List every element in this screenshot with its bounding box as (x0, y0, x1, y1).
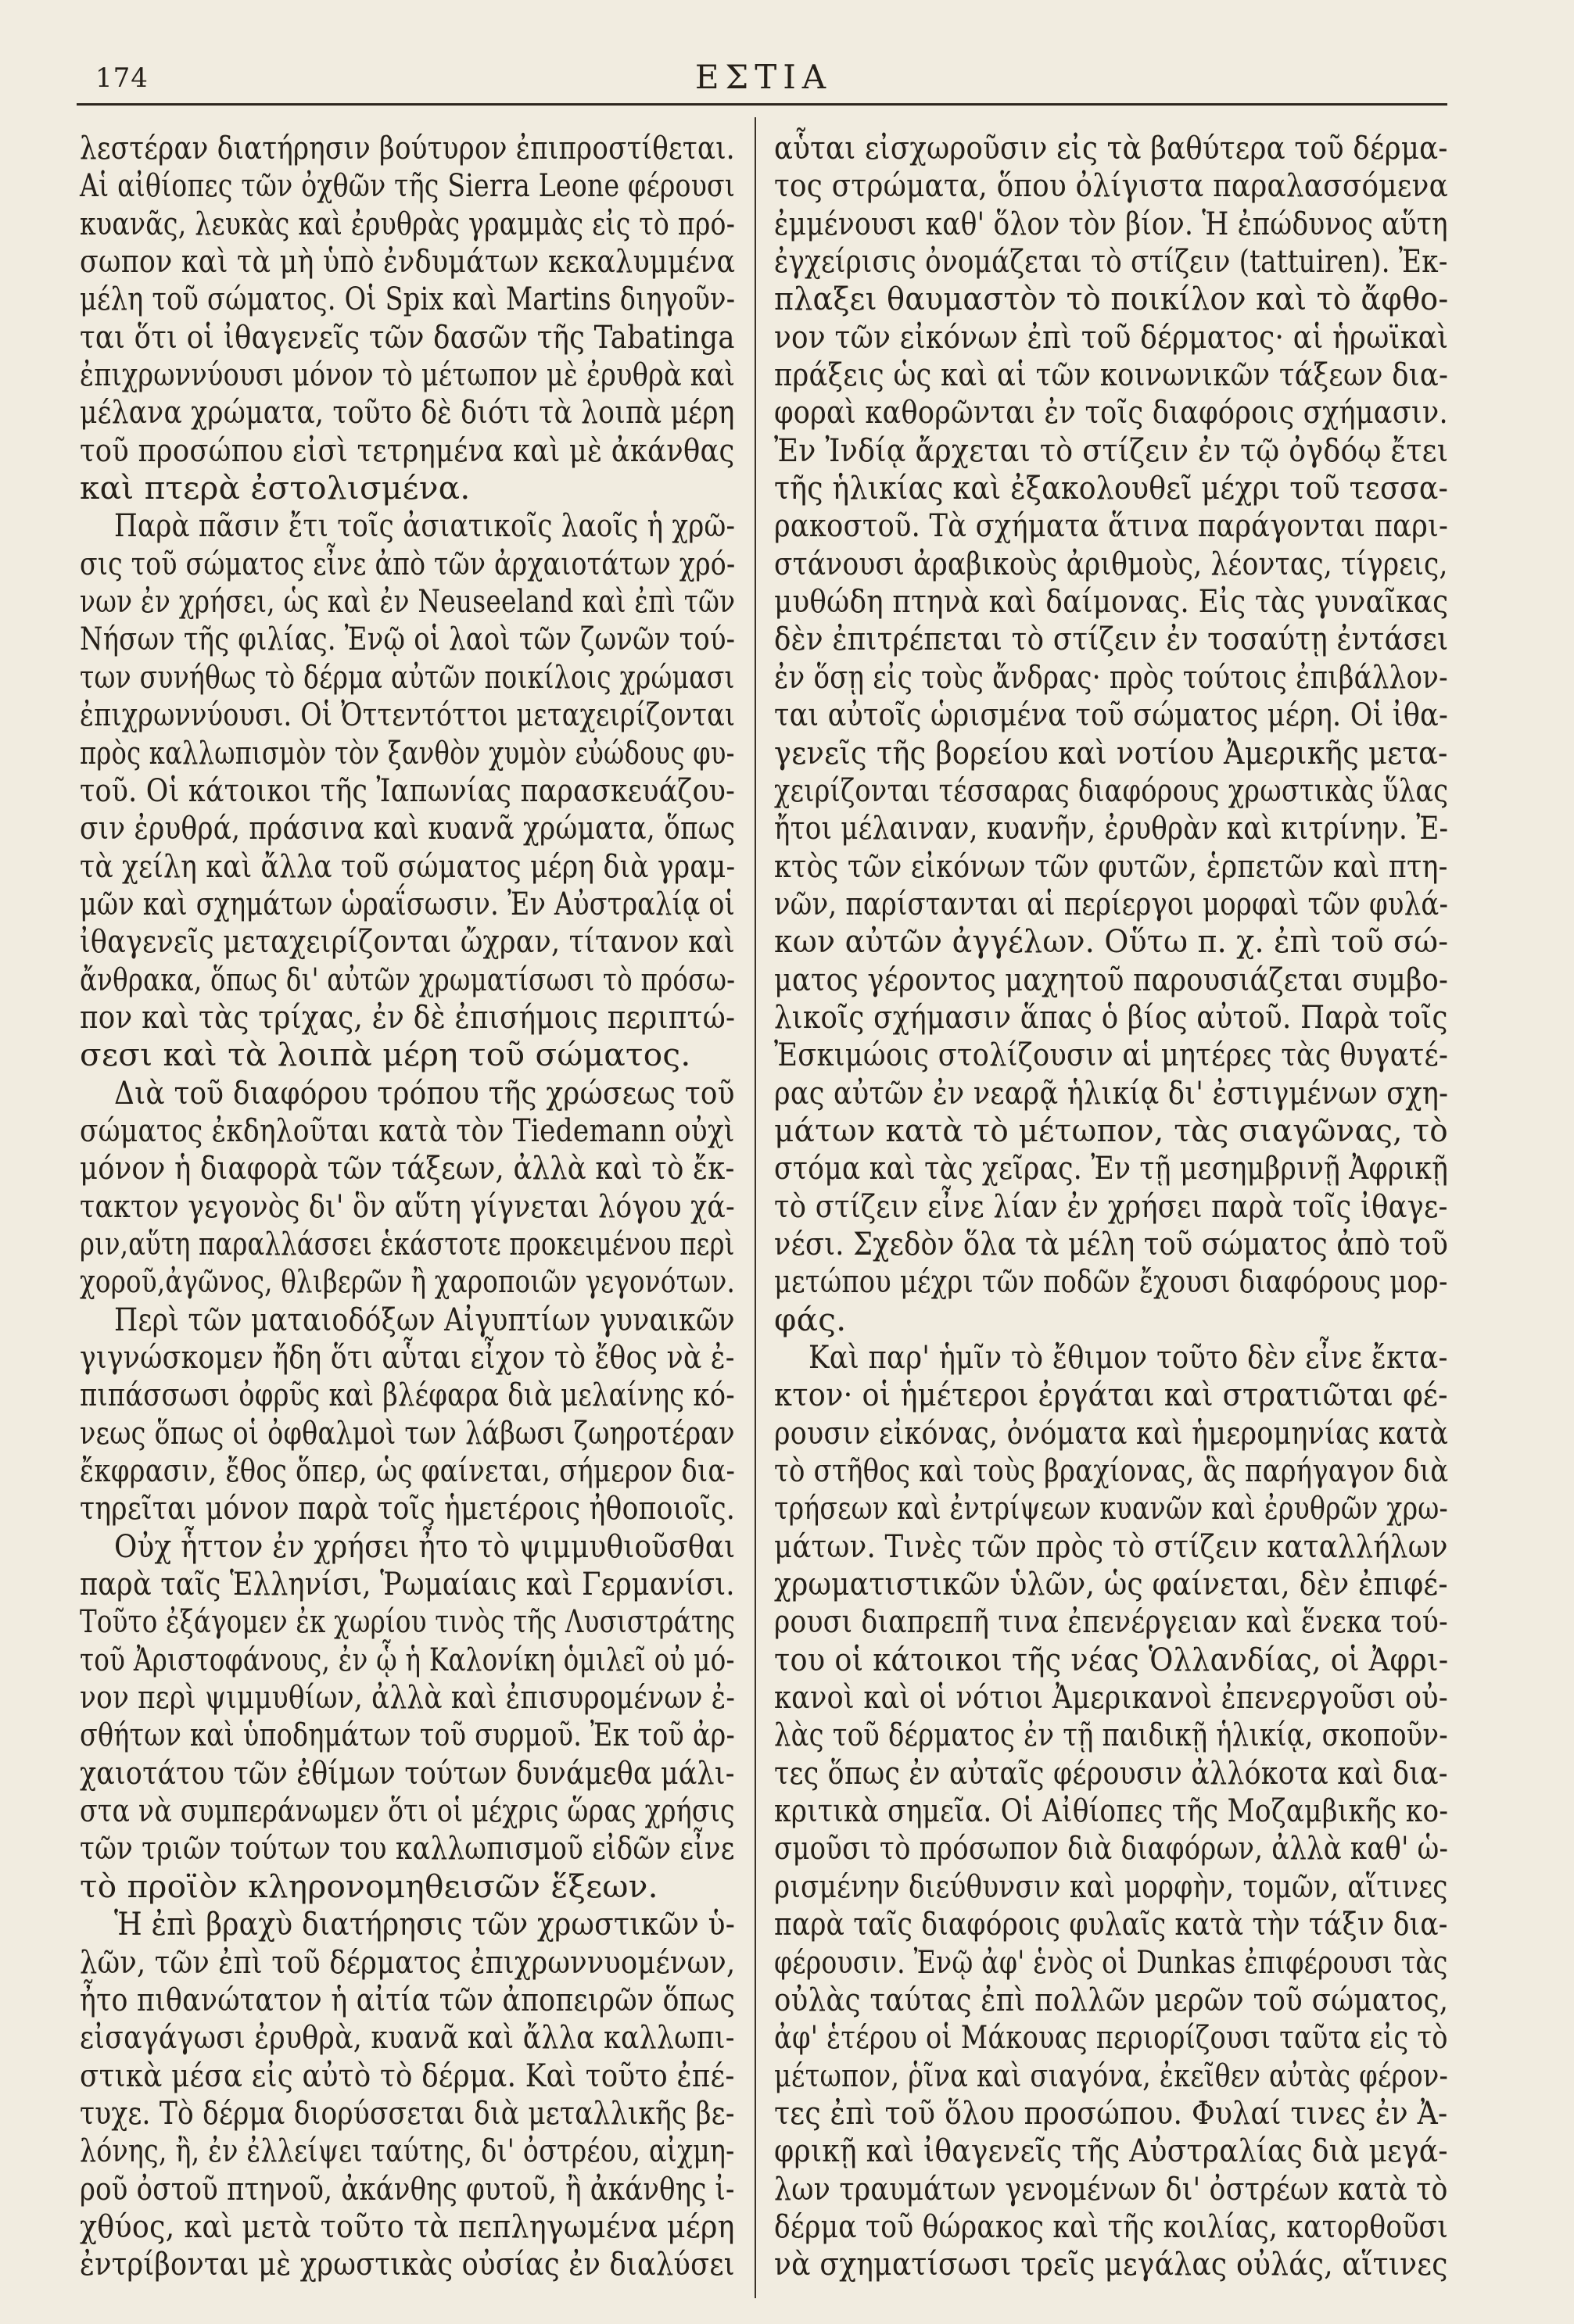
text-line: νὰ σχηματίσωσι τρεῖς μεγάλας οὐλάς, αἵτινες (774, 2245, 1448, 2283)
text-line: μόνον ἡ διαφορὰ τῶν τάξεων, ἀλλὰ καὶ τὸ ἔκ- (80, 1149, 735, 1187)
text-line: ἀφ' ἑτέρου οἱ Μάκουας περιορίζουσι ταῦτα εἰς τὸ (774, 2018, 1448, 2057)
text-line: Οὐχ ἧττον ἐν χρήσει ἦτο τὸ ψιμμυθιοῦσθαι (114, 1527, 736, 1565)
text-line: σθήτων καὶ ὑποδημάτων τοῦ συρμοῦ. Ἐκ τοῦ ἀρ- (80, 1716, 736, 1754)
page-header (78, 47, 1449, 109)
text-line: ἐντρίβονται μὲ χρωστικὰς οὐσίας ἐν διαλύσει (80, 2245, 735, 2283)
text-line: ρουσιν εἰκόνας, ὀνόματα καὶ ἡμερομηνίας κατὰ (774, 1413, 1449, 1452)
text-line: δὲν ἐπιτρέπεται τὸ στίζειν ἐν τοσαύτῃ ἐντάσει (774, 620, 1449, 658)
header-rule (77, 103, 1447, 106)
text-line: νων ἐν χρήσει, ὡς καὶ ἐν Neuseeland καὶ ἐπὶ τῶν (80, 582, 736, 621)
text-line: κυανᾶς, λευκὰς καὶ ἐρυθρὰς γραμμὰς εἰς τὸ πρό- (80, 204, 736, 242)
text-line: χαιοτάτου τῶν ἐθίμων τούτων δυνάμεθα μάλι- (80, 1753, 735, 1792)
text-line: οὐλὰς ταύτας ἐπὶ πολλῶν μερῶν τοῦ σώματος, (774, 1980, 1449, 2018)
text-line: του οἱ κάτοικοι τῆς νέας Ὁλλανδίας, οἱ Ἀφρι- (774, 1640, 1449, 1678)
text-line: σώματος ἐκδηλοῦται κατὰ τὸν Tiedemann οὐχὶ (80, 1111, 735, 1149)
text-line: στάνουσι ἀραβικοὺς ἀριθμοὺς, λέοντας, τίγρεις, (774, 544, 1448, 582)
text-line: μυθώδη πτηνὰ καὶ δαίμονας. Εἰς τὰς γυναῖκας (774, 582, 1449, 621)
text-line: λικοῖς σχήμασιν ἅπας ὁ βίος αὐτοῦ. Παρὰ τοῖς (774, 997, 1448, 1036)
text-line: ἐγχείρισις ὀνομάζεται τὸ στίζειν (tattuiren). Ἐκ- (774, 242, 1448, 281)
text-line: τηρεῖται μόνον παρὰ τοῖς ἡμετέροις ἠθοποιοῖς. (80, 1489, 736, 1527)
text-line: ριν,αὕτη παραλλάσσει ἑκάστοτε προκειμένου περὶ (80, 1224, 735, 1262)
text-line: στικὰ μέσα εἰς αὐτὸ τὸ δέρμα. Καὶ τοῦτο ἐπέ- (80, 2056, 735, 2094)
text-line: τακτον γεγονὸς δι' ὃν αὕτη γίγνεται λόγου χά- (80, 1187, 735, 1225)
text-line: λων τραυμάτων γενομένων δι' ὀστρέων κατὰ τὸ (774, 2169, 1448, 2208)
text-line: των συνήθως τὸ δέρμα αὐτῶν ποικίλοις χρώμασι (80, 657, 735, 696)
right-column (774, 129, 1448, 2283)
text-line: φοραὶ καθορῶνται ἐν τοῖς διαφόροις σχήμασιν. (774, 393, 1448, 431)
text-line: Παρὰ πᾶσιν ἔτι τοῖς ἀσιατικοῖς λαοῖς ἡ χρῶ- (114, 507, 736, 545)
text-line: πλαξει θαυμαστὸν τὸ ποικίλον καὶ τὸ ἄφθο- (774, 280, 1449, 318)
text-line: Ἡ ἐπὶ βραχὺ διατήρησις τῶν χρωστικῶν ὑ- (114, 1905, 736, 1943)
text-line: λῶν, τῶν ἐπὶ τοῦ δέρματος ἐπιχρωννυομένων, (80, 1943, 736, 1981)
text-line: πιπάσσωσι ὀφρῦς καὶ βλέφαρα διὰ μελαίνης κό- (80, 1376, 735, 1414)
text-line: λὰς τοῦ δέρματος ἐν τῇ παιδικῇ ἡλικίᾳ, σκοποῦν- (774, 1716, 1448, 1754)
text-line: ἐπιχρωννύουσι. Οἱ Ὀττεντόττοι μεταχειρίζονται (80, 696, 736, 734)
text-line: Διὰ τοῦ διαφόρου τρόπου τῆς χρώσεως τοῦ (114, 1073, 735, 1112)
text-line: λόνης, ἢ, ἐν ἐλλείψει ταύτης, δι' ὀστρέου, αἰχμη- (80, 2132, 735, 2170)
text-line: αὗται εἰσχωροῦσιν εἰς τὰ βαθύτερα τοῦ δέρμα- (774, 129, 1448, 167)
text-line: κριτικὰ σημεῖα. Οἱ Αἰθίοπες τῆς Μοζαμβικῆς κο- (774, 1792, 1449, 1830)
text-line: νῶν, παρίστανται αἱ περίεργοι μορφαὶ τῶν φυλά- (774, 884, 1449, 922)
text-line: μέτωπον, ῥῖνα καὶ σιαγόνα, ἐκεῖθεν αὐτὰς φέρον- (774, 2056, 1449, 2094)
text-line: πον καὶ τὰς τρίχας, ἐν δὲ ἐπισήμοις περιπτώ- (80, 997, 736, 1036)
text-line: σεσι καὶ τὰ λοιπὰ μέρη τοῦ σώματος. (80, 1036, 691, 1074)
text-line: ἐπιχρωννύουσι μόνον τὸ μέτωπον μὲ ἐρυθρὰ καὶ (80, 356, 736, 394)
text-line: εἰσαγάγωσι ἐρυθρὰ, κυανᾶ καὶ ἄλλα καλλωπι- (80, 2018, 735, 2057)
text-line: Περὶ τῶν ματαιοδόξων Αἰγυπτίων γυναικῶν (114, 1300, 735, 1338)
text-line: γενεῖς τῆς βορείου καὶ νοτίου Ἀμερικῆς μετα- (774, 733, 1448, 772)
text-line: ρουσι διαπρεπῆ τινα ἐπενέργειαν καὶ ἕνεκα τού- (774, 1602, 1448, 1641)
text-line: ἐμμένουσι καθ' ὅλον τὸν βίον. Ἡ ἐπώδυνος αὕτη (774, 204, 1448, 242)
text-line: σιν ἐρυθρά, πράσινα καὶ κυανᾶ χρώματα, ὅπως (80, 809, 736, 847)
text-line: τὸ προϊὸν κληρονομηθεισῶν ἕξεων. (80, 1867, 658, 1905)
text-line: ἦτο πιθανώτατον ἡ αἰτία τῶν ἀποπειρῶν ὅπως (80, 1980, 736, 2018)
text-line: Καὶ παρ' ἡμῖν τὸ ἔθιμον τοῦτο δὲν εἶνε ἔκτα- (809, 1338, 1448, 1376)
text-line: τὸ στῆθος καὶ τοὺς βραχίονας, ἃς παρήγαγον διὰ (774, 1452, 1449, 1490)
text-line: νον περὶ ψιμμυθίων, ἀλλὰ καὶ ἐπισυρομένων ἐ- (80, 1678, 736, 1717)
text-line: μέλανα χρώματα, τοῦτο δὲ διότι τὰ λοιπὰ μέρη (80, 393, 735, 431)
text-line: μάτων κατὰ τὸ μέτωπον, τὰς σιαγῶνας, τὸ (774, 1111, 1448, 1149)
text-line: καὶ πτερὰ ἐστολισμένα. (80, 469, 471, 507)
text-line: σις τοῦ σώματος εἶνε ἀπὸ τῶν ἀρχαιοτάτων χρό- (80, 544, 736, 582)
text-line: παρὰ ταῖς διαφόροις φυλαῖς κατὰ τὴν τάξιν δια- (774, 1905, 1448, 1943)
text-line: χοροῦ,ἀγῶνος, θλιβερῶν ἢ χαροποιῶν γεγονότων. (80, 1262, 736, 1301)
text-line: τὰ χείλη καὶ ἄλλα τοῦ σώματος μέρη διὰ γραμ- (80, 847, 736, 885)
text-line: στα νὰ συμπεράνωμεν ὅτι οἱ μέχρις ὥρας χρήσις (80, 1792, 735, 1830)
text-line: τες ὅπως ἐν αὐταῖς φέρουσιν ἀλλόκοτα καὶ δια- (774, 1753, 1448, 1792)
text-line: ται ὅτι οἱ ἰθαγενεῖς τῶν δασῶν τῆς Tabatinga (80, 317, 735, 356)
text-line: ροῦ ὀστοῦ πτηνοῦ, ἀκάνθης φυτοῦ, ἢ ἀκάνθης ἰ- (80, 2169, 735, 2208)
text-line: τος στρώματα, ὅπου ὀλίγιστα παραλασσόμενα (774, 167, 1448, 205)
column-divider (755, 117, 756, 2298)
text-line: κων αὐτῶν ἀγγέλων. Οὕτω π. χ. ἐπὶ τοῦ σώ- (774, 922, 1449, 961)
text-line: σωπον καὶ τὰ μὴ ὑπὸ ἐνδυμάτων κεκαλυμμένα (80, 242, 736, 281)
text-line: χρωματιστικῶν ὑλῶν, ὡς φαίνεται, δὲν ἐπιφέ- (774, 1565, 1448, 1603)
text-line: τοῦ προσώπου εἰσὶ τετρημένα καὶ μὲ ἀκάνθας (80, 431, 735, 469)
text-line: φέρουσιν. Ἐνῷ ἀφ' ἑνὸς οἱ Dunkas ἐπιφέρουσι τὰς (774, 1943, 1448, 1981)
text-line: κτον· οἱ ἡμέτεροι ἐργάται καὶ στρατιῶται φέ- (774, 1376, 1448, 1414)
text-line: Νήσων τῆς φιλίας. Ἐνῷ οἱ λαοὶ τῶν ζωνῶν τού- (80, 620, 736, 658)
text-line: τες ἐπὶ τοῦ ὅλου προσώπου. Φυλαί τινες ἐν Ἀ- (774, 2093, 1448, 2132)
text-line: ρακοστοῦ. Τὰ σχήματα ἅτινα παράγονται παρι- (774, 507, 1449, 545)
text-line: φρικῇ καὶ ἰθαγενεῖς τῆς Αὐστραλίας διὰ μεγά- (774, 2132, 1448, 2170)
text-line: ται αὐτοῖς ὡρισμένα τοῦ σώματος μέρη. Οἱ ἰθα- (774, 696, 1449, 734)
text-line: σμοῦσι τὸ πρόσωπον διὰ διαφόρων, ἀλλὰ καθ' ὡ- (774, 1829, 1449, 1867)
text-line: μάτων. Τινὲς τῶν πρὸς τὸ στίζειν καταλλήλων (774, 1527, 1448, 1565)
text-line: χειρίζονται τέσσαρας διαφόρους χρωστικὰς ὕλας (774, 771, 1449, 809)
text-line: τὸ στίζειν εἶνε λίαν ἐν χρήσει παρὰ τοῖς ἰθαγε- (774, 1187, 1448, 1225)
text-line: Ἐν Ἰνδίᾳ ἄρχεται τὸ στίζειν ἐν τῷ ὀγδόῳ ἔτει (774, 431, 1449, 469)
text-line: τοῦ Ἀριστοφάνους, ἐν ᾧ ἡ Καλονίκη ὁμιλεῖ οὐ μό- (80, 1640, 735, 1678)
text-line: τῶν τριῶν τούτων του καλλωπισμοῦ εἰδῶν εἶνε (80, 1829, 735, 1867)
text-line: λεστέραν διατήρησιν βούτυρον ἐπιπροστίθεται. (80, 129, 735, 167)
text-line: ματος γέροντος μαχητοῦ παρουσιάζεται συμβο- (774, 960, 1449, 998)
text-line: τοῦ. Οἱ κάτοικοι τῆς Ἰαπωνίας παρασκευάζου- (80, 771, 736, 809)
text-line: μετώπου μέχρι τῶν ποδῶν ἔχουσι διαφόρους μορ- (774, 1262, 1448, 1301)
running-title: ΕΣΤΙΑ (694, 58, 833, 96)
text-line: ρισμένην διεύθυνσιν καὶ μορφὴν, τομῶν, αἵτινες (774, 1867, 1448, 1905)
text-line: νεως ὅπως οἱ ὀφθαλμοὶ των λάβωσι ζωηροτέραν (80, 1413, 735, 1452)
text-line: ἰθαγενεῖς μεταχειρίζονται ὤχραν, τίτανον καὶ (80, 922, 735, 961)
text-line: μέλη τοῦ σώματος. Οἱ Spix καὶ Martins διηγοῦν- (80, 280, 736, 318)
text-line: μῶν καὶ σχημάτων ὡραΐσωσιν. Ἐν Αὐστραλίᾳ οἱ (80, 884, 736, 922)
text-line: στόμα καὶ τὰς χεῖρας. Ἐν τῇ μεσημβρινῇ Ἀφρικῇ (774, 1149, 1449, 1187)
text-line: πρὸς καλλωπισμὸν τὸν ξανθὸν χυμὸν εὐώδους φυ- (80, 733, 735, 772)
text-line: Αἱ αἰθίοπες τῶν ὀχθῶν τῆς Sierra Leone φέρουσι (80, 167, 736, 205)
text-line: τυχε. Τὸ δέρμα διορύσσεται διὰ μεταλλικῆς βε- (80, 2093, 735, 2132)
text-line: νέσι. Σχεδὸν ὅλα τὰ μέλη τοῦ σώματος ἀπὸ τοῦ (774, 1224, 1449, 1262)
text-line: Τοῦτο ἐξάγομεν ἐκ χωρίου τινὸς τῆς Λυσιστράτης (80, 1602, 736, 1641)
text-line: κανοὶ καὶ οἱ νότιοι Ἀμερικανοὶ ἐπενεργοῦσι οὐ- (774, 1678, 1448, 1717)
text-line: ἤτοι μέλαιναν, κυανῆν, ἐρυθρὰν καὶ κιτρίνην. Ἐ- (774, 809, 1449, 847)
left-column (80, 129, 735, 2283)
text-line: νον τῶν εἰκόνων ἐπὶ τοῦ δέρματος· αἱ ἡρωϊκαὶ (774, 317, 1449, 356)
text-line: ἄνθρακα, ὅπως δι' αὐτῶν χρωματίσωσι τὸ πρόσω- (80, 960, 736, 998)
text-line: ἐν ὅσῃ εἰς τοὺς ἄνδρας· πρὸς τούτοις ἐπιβάλλον- (774, 657, 1448, 696)
text-line: φάς. (774, 1300, 847, 1338)
text-line: γιγνώσκομεν ἤδη ὅτι αὗται εἶχον τὸ ἔθος νὰ ἐ- (80, 1338, 735, 1376)
text-line: παρὰ ταῖς Ἑλληνίσι, Ῥωμαίαις καὶ Γερμανίσι. (80, 1565, 735, 1603)
text-line: Ἐσκιμώοις στολίζουσιν αἱ μητέρες τὰς θυγατέ- (774, 1036, 1449, 1074)
text-line: τῆς ἡλικίας καὶ ἐξακολουθεῖ μέχρι τοῦ τεσσα- (774, 469, 1449, 507)
text-line: ἔκφρασιν, ἔθος ὅπερ, ὡς φαίνεται, σήμερον δια- (80, 1452, 736, 1490)
text-line: κτὸς τῶν εἰκόνων τῶν φυτῶν, ἑρπετῶν καὶ πτη- (774, 847, 1448, 885)
text-line: τρήσεων καὶ ἐντρίψεων κυανῶν καὶ ἐρυθρῶν χρω- (774, 1489, 1448, 1527)
text-line: ρας αὐτῶν ἐν νεαρᾷ ἡλικίᾳ δι' ἐστιγμένων σχη- (774, 1073, 1449, 1112)
text-line: χθύος, καὶ μετὰ τοῦτο τὰ πεπληγωμένα μέρη (80, 2207, 735, 2245)
page-number: 174 (95, 63, 149, 94)
text-line: πράξεις ὡς καὶ αἱ τῶν κοινωνικῶν τάξεων δια- (774, 356, 1449, 394)
text-line: δέρμα τοῦ θώρακος καὶ τῆς κοιλίας, κατορθοῦσι (774, 2207, 1449, 2245)
